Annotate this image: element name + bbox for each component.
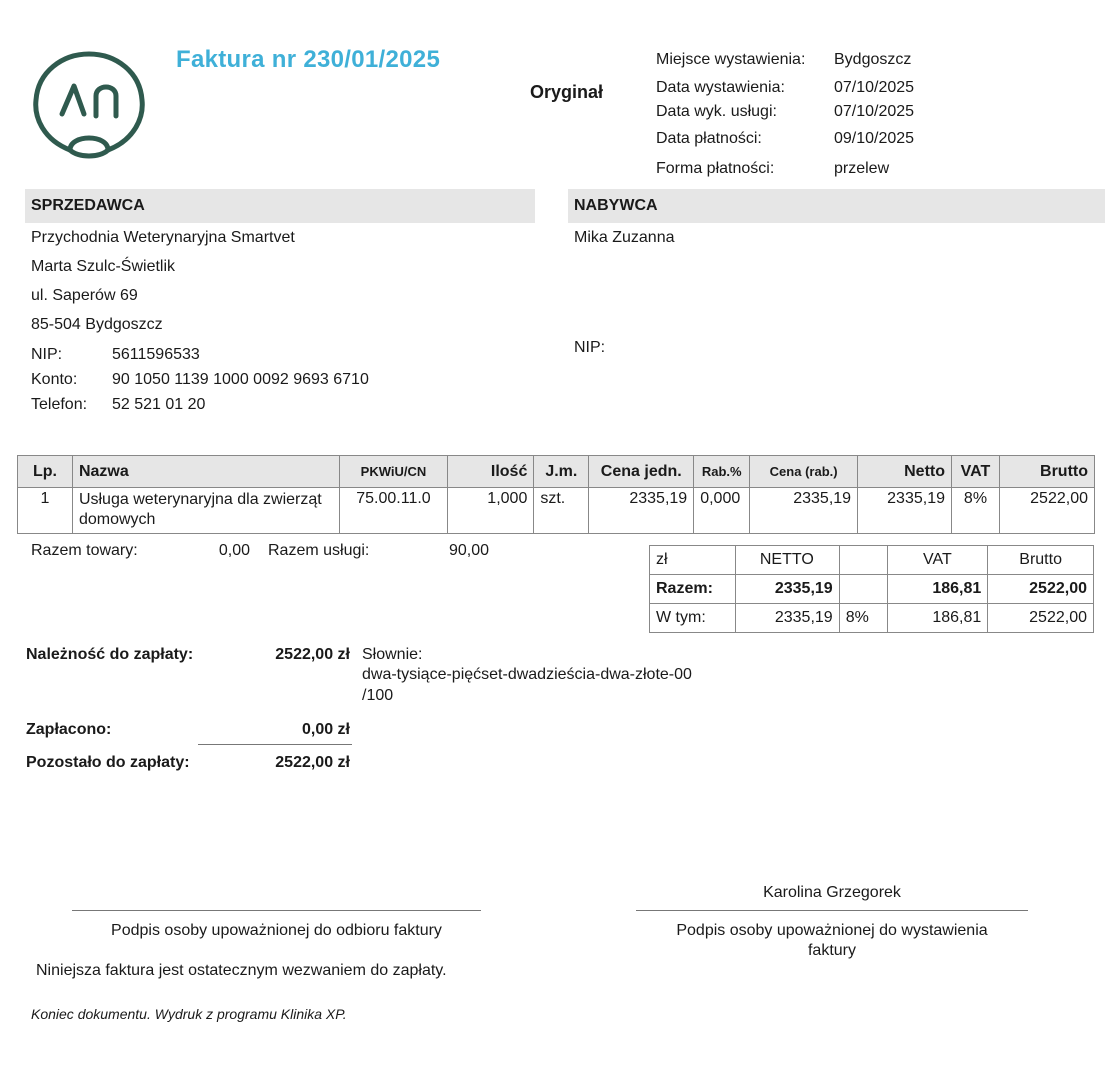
meta-row-service-date: Data wyk. usługi: 07/10/2025 — [656, 102, 915, 120]
summary-of-which-row: W tym: 2335,19 8% 186,81 2522,00 — [650, 604, 1094, 633]
col-gross: Brutto — [999, 456, 1094, 488]
seller-street: ul. Saperów 69 — [31, 287, 138, 304]
col-qty: Ilość — [448, 456, 534, 488]
seller-person: Marta Szulc-Świetlik — [31, 258, 176, 275]
buyer-nip-label: NIP: — [574, 339, 606, 356]
table-row: 1 Usługa weterynaryjna dla zwierząt domowych 75.00.11.0 1,000 szt. 2335,19 0,000 2335,19 2335,19 8% 2522,00 — [18, 488, 1095, 534]
remaining-value: 2522,00 zł — [275, 754, 350, 771]
col-net: Netto — [858, 456, 952, 488]
in-words-line1: dwa-tysiące-pięćset-dwadzieścia-dwa-złote-00 — [362, 666, 692, 683]
in-words-line2: /100 — [362, 687, 394, 704]
original-label: Oryginał — [530, 82, 604, 102]
invoice-title: Faktura nr 230/01/2025 — [176, 46, 441, 73]
invoice-meta — [656, 46, 1076, 182]
remaining-label: Pozostało do zapłaty: — [26, 754, 190, 771]
items-header-row — [18, 456, 1095, 488]
buyer-heading: NABYWCA — [568, 189, 1105, 223]
amount-due-label: Należność do zapłaty: — [26, 646, 194, 663]
final-notice: Niniejsza faktura jest ostatecznym wezwaniem do zapłaty. — [36, 962, 447, 979]
items-table — [17, 455, 1095, 534]
col-pkwiu: PKWiU/CN — [339, 456, 448, 488]
right-signature-caption-line1: Podpis osoby upoważnionej do wystawienia — [676, 922, 988, 939]
right-signature-line — [636, 910, 1028, 911]
col-name: Nazwa — [72, 456, 339, 488]
right-signature-caption-line2: faktury — [807, 942, 856, 959]
seller-heading: SPRZEDAWCA — [25, 189, 535, 223]
in-words-label: Słownie: — [362, 646, 423, 663]
amount-due-value: 2522,00 zł — [275, 646, 350, 663]
seller-nip: NIP: 5611596533 — [31, 346, 200, 363]
meta-row-payment-method: Forma płatności: przelew — [656, 159, 890, 177]
col-vat: VAT — [952, 456, 1000, 488]
summary-total-row: Razem: 2335,19 186,81 2522,00 — [650, 575, 1094, 604]
clinic-logo — [30, 48, 148, 166]
services-total-label: Razem usługi: — [268, 542, 370, 559]
paid-divider — [198, 744, 352, 745]
col-discount: Rab.% — [694, 456, 750, 488]
seller-city: 85-504 Bydgoszcz — [31, 316, 163, 333]
col-unit: J.m. — [534, 456, 589, 488]
services-total-value: 90,00 — [448, 542, 489, 559]
seller-phone: Telefon: 52 521 01 20 — [31, 396, 206, 413]
col-lp: Lp. — [18, 456, 73, 488]
left-signature-caption: Podpis osoby upoważnionej do odbioru faktury — [111, 922, 442, 939]
left-signature-line — [72, 910, 481, 911]
seller-name: Przychodnia Weterynaryjna Smartvet — [31, 229, 295, 246]
meta-row-payment-date: Data płatności: 09/10/2025 — [656, 130, 915, 147]
paid-label: Zapłacono: — [26, 721, 112, 738]
meta-row-place: Miejsce wystawienia: Bydgoszcz — [656, 50, 912, 68]
document-footer: Koniec dokumentu. Wydruk z programu Klinika XP. — [31, 1006, 347, 1022]
paid-value: 0,00 zł — [301, 721, 350, 738]
summary-header-row: zł NETTO VAT Brutto — [650, 546, 1094, 575]
logo-icon — [30, 48, 148, 166]
goods-total-value: 0,00 — [218, 542, 250, 559]
goods-total-label: Razem towary: — [31, 542, 138, 559]
vat-summary-table — [649, 545, 1094, 633]
right-signature-name: Karolina Grzegorek — [763, 884, 901, 901]
meta-row-issue-date: Data wystawienia: 07/10/2025 — [656, 78, 915, 96]
buyer-name: Mika Zuzanna — [574, 229, 675, 246]
col-price-disc: Cena (rab.) — [750, 456, 858, 488]
col-price: Cena jedn. — [589, 456, 694, 488]
seller-account: Konto: 90 1050 1139 1000 0092 9693 6710 — [31, 371, 369, 388]
